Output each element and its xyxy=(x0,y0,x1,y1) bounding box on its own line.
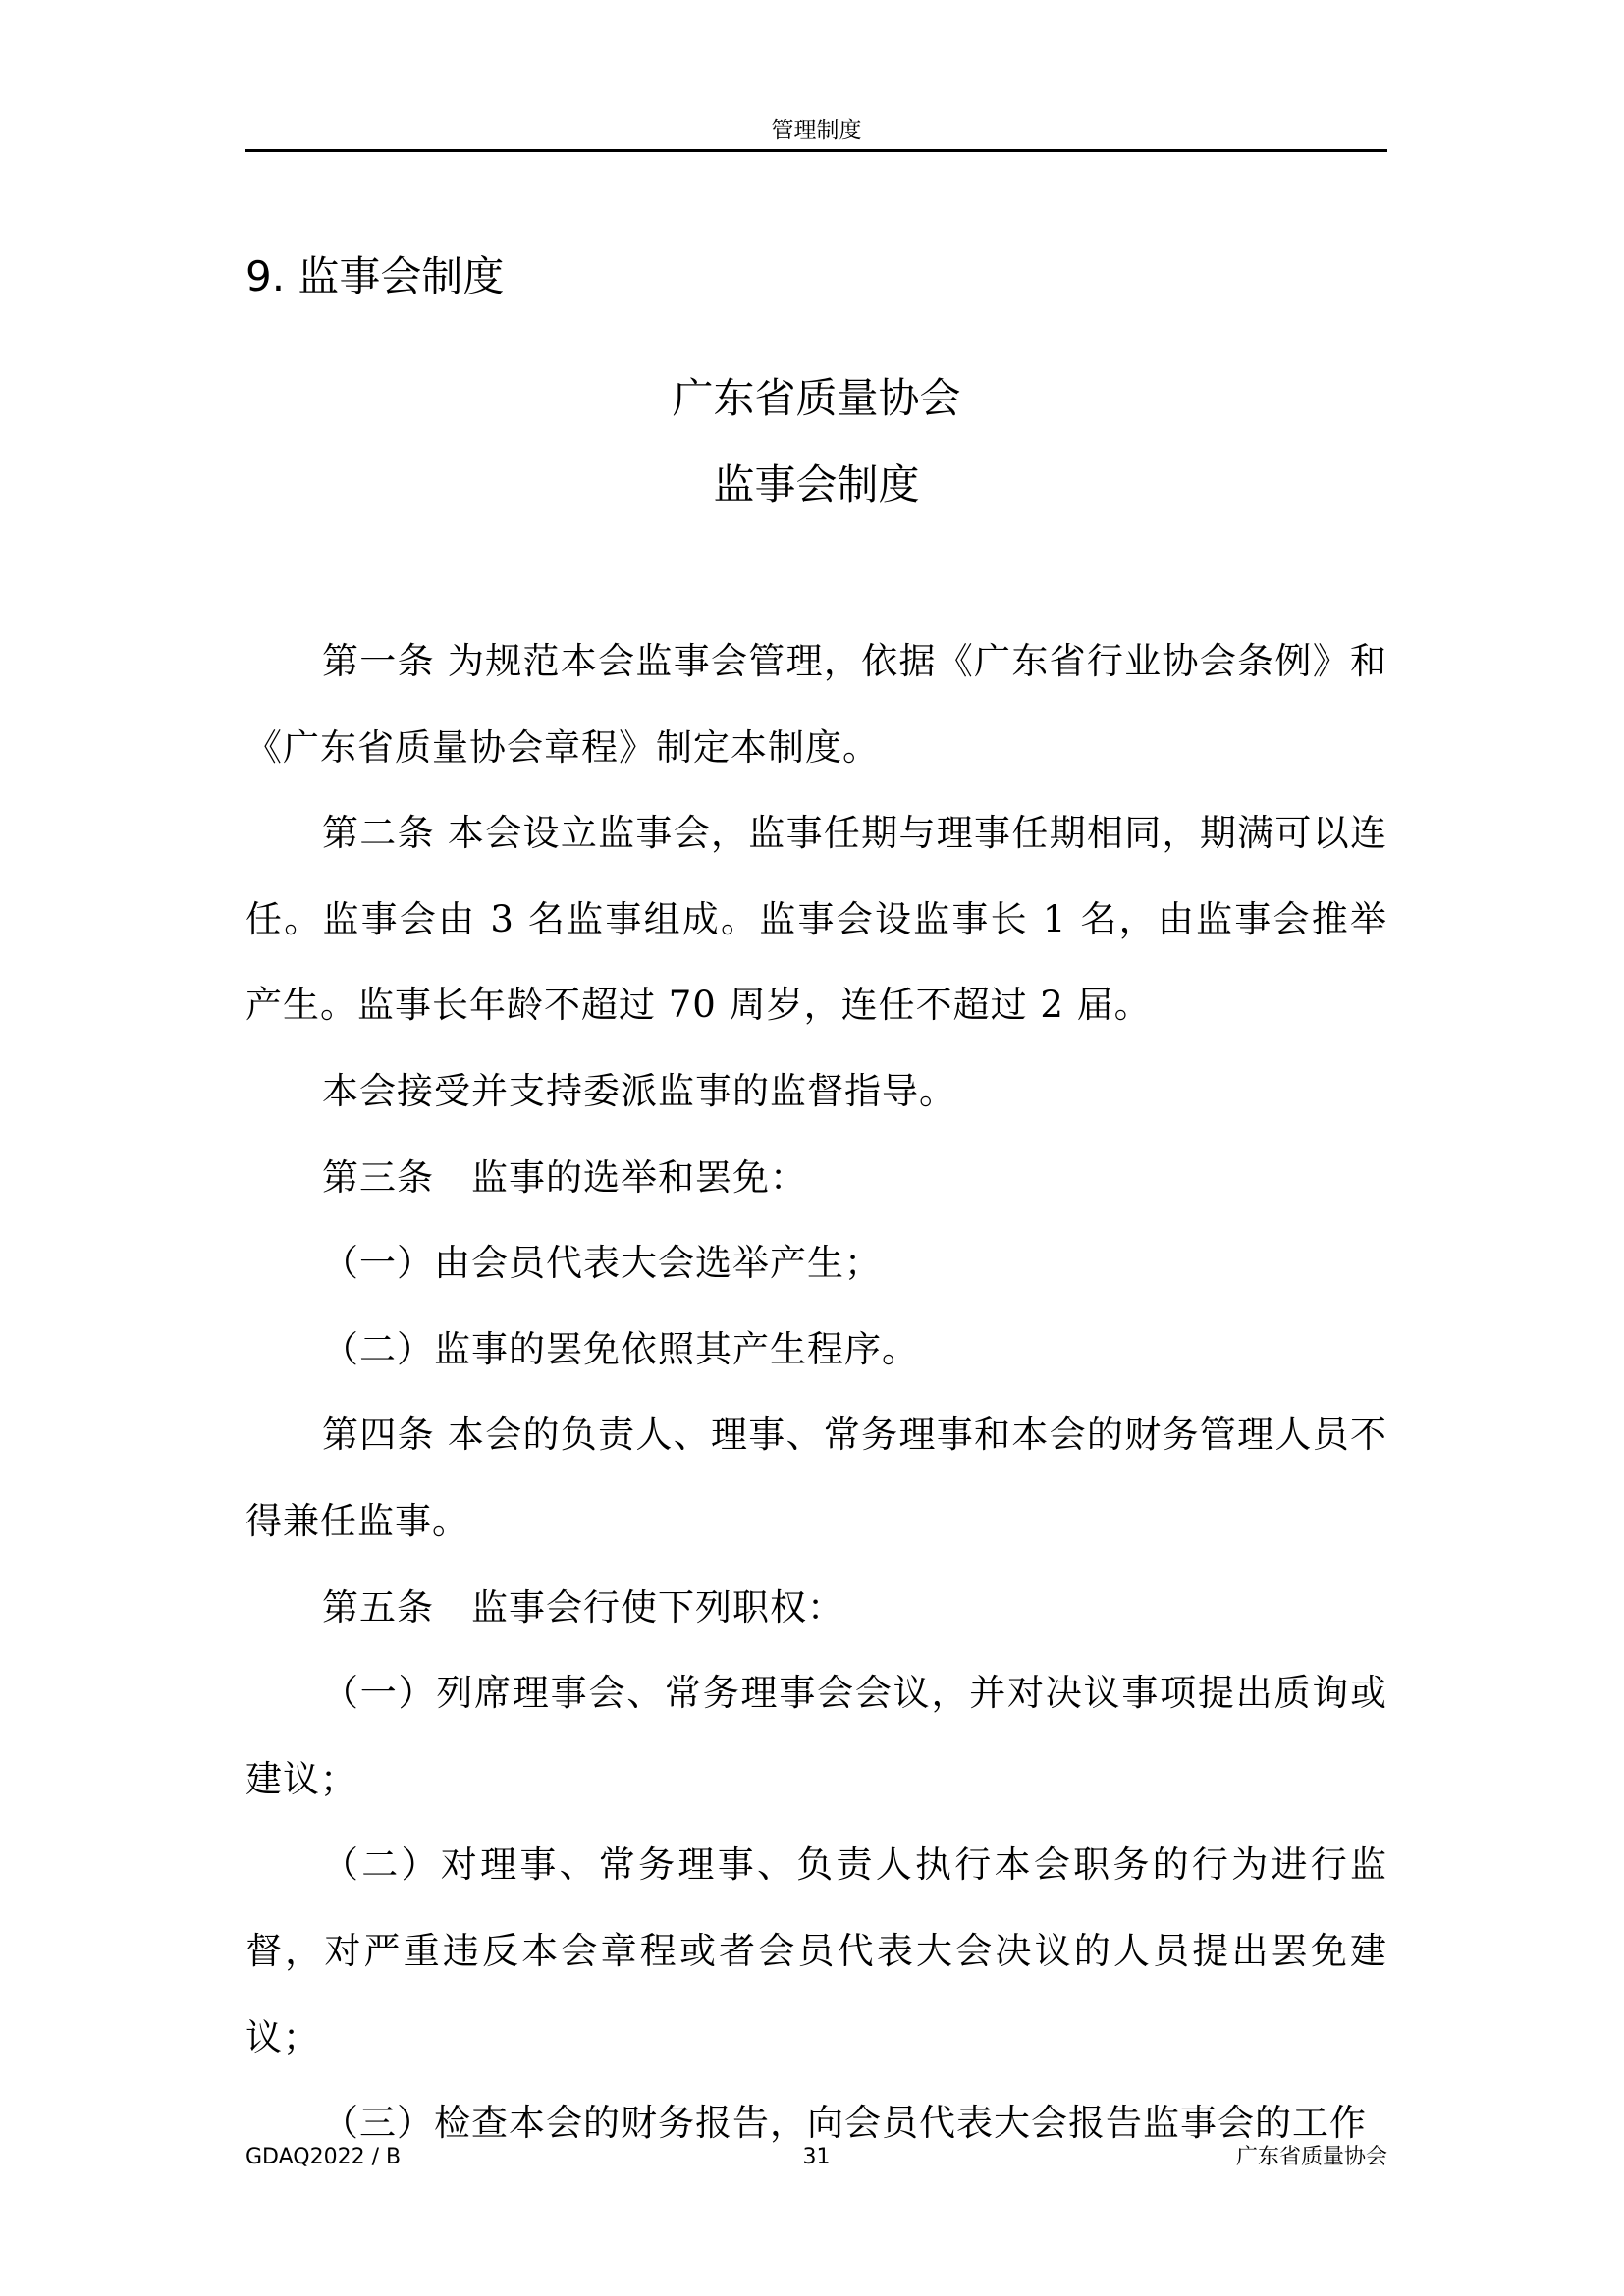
paragraph-article-3-item-2: （二）监事的罢免依照其产生程序。 xyxy=(322,1327,919,1370)
page-footer xyxy=(245,2142,1387,2173)
paragraph-article-3: 第三条 监事的选举和罢免： xyxy=(322,1155,807,1199)
paragraph-article-5-item-2: （二）对理事、常务理事、负责人执行本会职务的行为进行监督，对严重违反本会章程或者会员代表大会决议的人员提出罢免建议； xyxy=(245,1843,1387,2058)
paragraph-article-1: 第一条 为规范本会监事会管理，依据《广东省行业协会条例》和《广东省质量协会章程》制定本制度。 xyxy=(245,640,1387,769)
document-title: 监事会制度 xyxy=(713,460,920,508)
footer-page-number: 31 xyxy=(802,2145,831,2169)
footer-org-name: 广东省质量协会 xyxy=(1235,2145,1387,2169)
section-heading: 9. 监事会制度 xyxy=(245,252,505,300)
paragraph-article-4: 第四条 本会的负责人、理事、常务理事和本会的财务管理人员不得兼任监事。 xyxy=(245,1414,1387,1542)
document-body xyxy=(245,618,1387,2166)
paragraph-article-5: 第五条 监事会行使下列职权： xyxy=(322,1585,844,1629)
paragraph-article-5-item-3: （三）检查本会的财务报告，向会员代表大会报告监事会的工作 xyxy=(322,2102,1367,2145)
footer-doc-code: GDAQ2022 / B xyxy=(245,2145,402,2169)
paragraph-article-2: 第二条 本会设立监事会，监事任期与理事任期相同，期满可以连任。监事会由 3 名监事组成。监事会设监事长 1 名，由监事会推举产生。监事长年龄不超过 70 周岁，连任不超过 2 届。 xyxy=(245,812,1387,1027)
header-divider xyxy=(245,149,1387,152)
document-org-name: 广东省质量协会 xyxy=(672,374,961,422)
paragraph-supervision: 本会接受并支持委派监事的监督指导。 xyxy=(322,1069,956,1112)
paragraph-article-3-item-1: （一）由会员代表大会选举产生； xyxy=(322,1242,882,1285)
page-header-title: 管理制度 xyxy=(771,118,862,143)
paragraph-article-5-item-1: （一）列席理事会、常务理事会会议，并对决议事项提出质询或建议； xyxy=(245,1672,1387,1800)
